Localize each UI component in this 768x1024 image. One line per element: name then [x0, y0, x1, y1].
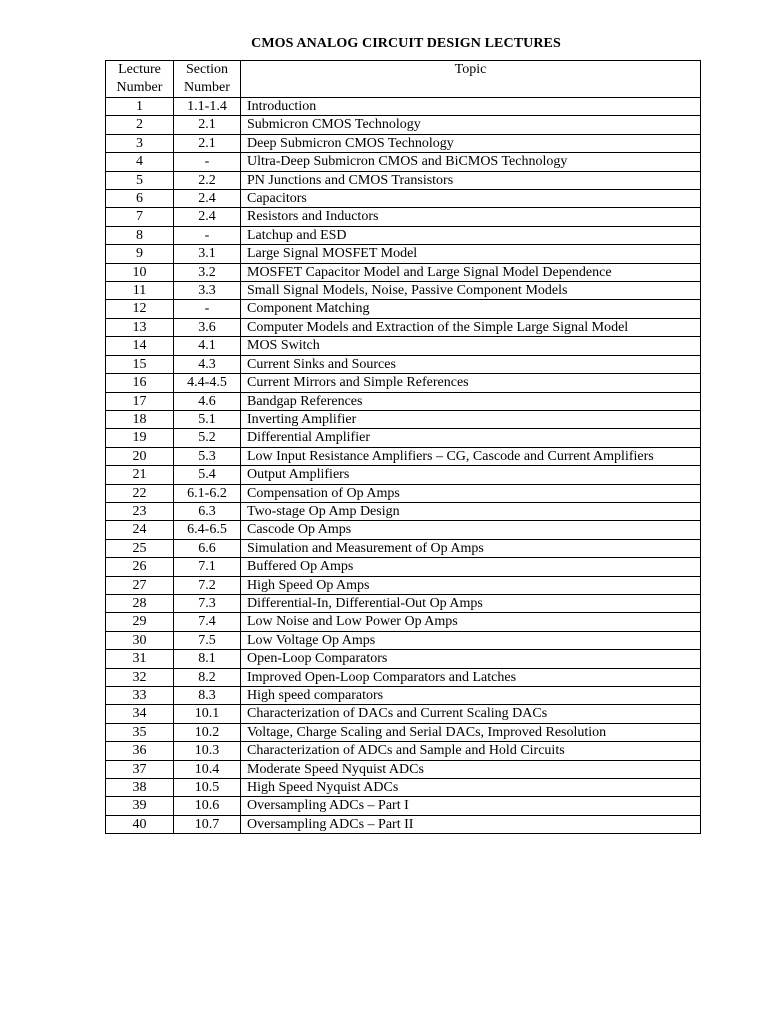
- topic-cell: Current Mirrors and Simple References: [241, 374, 701, 392]
- table-row: [106, 355, 701, 373]
- topic-cell: MOS Switch: [241, 337, 701, 355]
- lecture-number-cell: 5: [106, 171, 174, 189]
- table-row: [106, 484, 701, 502]
- section-number-cell: -: [174, 153, 241, 171]
- lecture-number-cell: 28: [106, 594, 174, 612]
- section-number-cell: 2.2: [174, 171, 241, 189]
- section-number-cell: 6.3: [174, 502, 241, 520]
- topic-cell: Voltage, Charge Scaling and Serial DACs, Improved Resolution: [241, 723, 701, 741]
- topic-cell: Moderate Speed Nyquist ADCs: [241, 760, 701, 778]
- section-number-cell: 4.4-4.5: [174, 374, 241, 392]
- lecture-number-cell: 36: [106, 742, 174, 760]
- section-number-cell: 2.1: [174, 134, 241, 152]
- section-number-cell: 6.6: [174, 539, 241, 557]
- header-lecture-line1: Lecture: [118, 62, 161, 77]
- table-row: [106, 410, 701, 428]
- section-number-cell: 5.2: [174, 429, 241, 447]
- lecture-number-cell: 23: [106, 502, 174, 520]
- section-number-cell: 7.4: [174, 613, 241, 631]
- section-number-cell: 2.1: [174, 116, 241, 134]
- document-title: CMOS ANALOG CIRCUIT DESIGN LECTURES: [251, 36, 561, 51]
- section-number-cell: 8.1: [174, 650, 241, 668]
- table-row: [106, 521, 701, 539]
- table-row: [106, 742, 701, 760]
- section-number-cell: -: [174, 226, 241, 244]
- table-row: [106, 429, 701, 447]
- table-row: [106, 116, 701, 134]
- table-row: [106, 631, 701, 649]
- lecture-number-cell: 32: [106, 668, 174, 686]
- lecture-number-cell: 9: [106, 245, 174, 263]
- lecture-number-cell: 31: [106, 650, 174, 668]
- lecture-number-cell: 6: [106, 190, 174, 208]
- topic-cell: Capacitors: [241, 190, 701, 208]
- lecture-number-cell: 12: [106, 300, 174, 318]
- section-number-cell: 3.3: [174, 282, 241, 300]
- topic-cell: High Speed Op Amps: [241, 576, 701, 594]
- lecture-number-cell: 15: [106, 355, 174, 373]
- lecture-number-cell: 10: [106, 263, 174, 281]
- table-row: [106, 613, 701, 631]
- table-row: [106, 558, 701, 576]
- table-row: [106, 282, 701, 300]
- topic-cell: Large Signal MOSFET Model: [241, 245, 701, 263]
- section-number-cell: 10.4: [174, 760, 241, 778]
- topic-cell: High Speed Nyquist ADCs: [241, 779, 701, 797]
- section-number-cell: 10.5: [174, 779, 241, 797]
- table-row: [106, 245, 701, 263]
- topic-cell: Inverting Amplifier: [241, 410, 701, 428]
- table-row: [106, 760, 701, 778]
- header-section-number: [174, 61, 241, 98]
- table-row: [106, 171, 701, 189]
- section-number-cell: 10.7: [174, 815, 241, 833]
- lecture-number-cell: 21: [106, 466, 174, 484]
- topic-cell: Open-Loop Comparators: [241, 650, 701, 668]
- lecture-number-cell: 34: [106, 705, 174, 723]
- table-row: [106, 300, 701, 318]
- section-number-cell: 10.2: [174, 723, 241, 741]
- table-row: [106, 687, 701, 705]
- header-section-line2: Number: [184, 80, 230, 95]
- section-number-cell: 7.2: [174, 576, 241, 594]
- lecture-number-cell: 29: [106, 613, 174, 631]
- header-section-line1: Section: [186, 62, 228, 77]
- topic-cell: Low Voltage Op Amps: [241, 631, 701, 649]
- section-number-cell: 10.3: [174, 742, 241, 760]
- table-row: [106, 594, 701, 612]
- lecture-number-cell: 11: [106, 282, 174, 300]
- table-row: [106, 98, 701, 116]
- section-number-cell: 5.1: [174, 410, 241, 428]
- table-row: [106, 208, 701, 226]
- section-number-cell: 4.6: [174, 392, 241, 410]
- table-row: [106, 576, 701, 594]
- section-number-cell: 3.2: [174, 263, 241, 281]
- lecture-number-cell: 13: [106, 318, 174, 336]
- lecture-number-cell: 38: [106, 779, 174, 797]
- topic-cell: Submicron CMOS Technology: [241, 116, 701, 134]
- header-topic-label: Topic: [454, 62, 487, 77]
- header-lecture-number: [106, 61, 174, 98]
- lecture-number-cell: 40: [106, 815, 174, 833]
- table-row: [106, 337, 701, 355]
- topic-cell: Computer Models and Extraction of the Simple Large Signal Model: [241, 318, 701, 336]
- topic-cell: Cascode Op Amps: [241, 521, 701, 539]
- lecture-table: [105, 60, 701, 834]
- lecture-number-cell: 18: [106, 410, 174, 428]
- section-number-cell: 7.5: [174, 631, 241, 649]
- table-row: [106, 374, 701, 392]
- table-row: [106, 392, 701, 410]
- table-row: [106, 134, 701, 152]
- lecture-number-cell: 20: [106, 447, 174, 465]
- section-number-cell: 6.1-6.2: [174, 484, 241, 502]
- topic-cell: Simulation and Measurement of Op Amps: [241, 539, 701, 557]
- table-row: [106, 447, 701, 465]
- section-number-cell: 2.4: [174, 208, 241, 226]
- topic-cell: Low Noise and Low Power Op Amps: [241, 613, 701, 631]
- lecture-number-cell: 24: [106, 521, 174, 539]
- topic-cell: Buffered Op Amps: [241, 558, 701, 576]
- lecture-number-cell: 2: [106, 116, 174, 134]
- section-number-cell: -: [174, 300, 241, 318]
- table-row: [106, 502, 701, 520]
- lecture-number-cell: 7: [106, 208, 174, 226]
- topic-cell: Component Matching: [241, 300, 701, 318]
- table-row: [106, 190, 701, 208]
- section-number-cell: 2.4: [174, 190, 241, 208]
- table-row: [106, 668, 701, 686]
- lecture-number-cell: 4: [106, 153, 174, 171]
- topic-cell: Output Amplifiers: [241, 466, 701, 484]
- table-row: [106, 705, 701, 723]
- header-lecture-line2: Number: [116, 80, 163, 95]
- table-row: [106, 226, 701, 244]
- topic-cell: Oversampling ADCs – Part I: [241, 797, 701, 815]
- topic-cell: Introduction: [241, 98, 701, 116]
- lecture-number-cell: 16: [106, 374, 174, 392]
- table-row: [106, 539, 701, 557]
- topic-cell: Characterization of ADCs and Sample and Hold Circuits: [241, 742, 701, 760]
- table-row: [106, 797, 701, 815]
- lecture-number-cell: 8: [106, 226, 174, 244]
- lecture-number-cell: 33: [106, 687, 174, 705]
- topic-cell: Latchup and ESD: [241, 226, 701, 244]
- table-row: [106, 650, 701, 668]
- header-topic: [241, 61, 701, 98]
- topic-cell: Bandgap References: [241, 392, 701, 410]
- lecture-number-cell: 17: [106, 392, 174, 410]
- table-body: [106, 98, 701, 834]
- lecture-number-cell: 37: [106, 760, 174, 778]
- section-number-cell: 4.1: [174, 337, 241, 355]
- section-number-cell: 3.1: [174, 245, 241, 263]
- topic-cell: Two-stage Op Amp Design: [241, 502, 701, 520]
- topic-cell: Compensation of Op Amps: [241, 484, 701, 502]
- topic-cell: PN Junctions and CMOS Transistors: [241, 171, 701, 189]
- topic-cell: Characterization of DACs and Current Scaling DACs: [241, 705, 701, 723]
- section-number-cell: 8.3: [174, 687, 241, 705]
- table-row: [106, 263, 701, 281]
- table-row: [106, 153, 701, 171]
- topic-cell: High speed comparators: [241, 687, 701, 705]
- lecture-number-cell: 39: [106, 797, 174, 815]
- lecture-number-cell: 25: [106, 539, 174, 557]
- table-row: [106, 779, 701, 797]
- section-number-cell: 10.6: [174, 797, 241, 815]
- section-number-cell: 5.4: [174, 466, 241, 484]
- section-number-cell: 1.1-1.4: [174, 98, 241, 116]
- table-row: [106, 815, 701, 833]
- topic-cell: Ultra-Deep Submicron CMOS and BiCMOS Technology: [241, 153, 701, 171]
- topic-cell: Resistors and Inductors: [241, 208, 701, 226]
- topic-cell: Current Sinks and Sources: [241, 355, 701, 373]
- topic-cell: MOSFET Capacitor Model and Large Signal Model Dependence: [241, 263, 701, 281]
- table-row: [106, 318, 701, 336]
- table-header-row: [106, 61, 701, 98]
- section-number-cell: 6.4-6.5: [174, 521, 241, 539]
- table-row: [106, 466, 701, 484]
- section-number-cell: 7.1: [174, 558, 241, 576]
- section-number-cell: 5.3: [174, 447, 241, 465]
- lecture-number-cell: 19: [106, 429, 174, 447]
- lecture-number-cell: 3: [106, 134, 174, 152]
- topic-cell: Deep Submicron CMOS Technology: [241, 134, 701, 152]
- topic-cell: Differential Amplifier: [241, 429, 701, 447]
- lecture-number-cell: 27: [106, 576, 174, 594]
- table-row: [106, 723, 701, 741]
- topic-cell: Oversampling ADCs – Part II: [241, 815, 701, 833]
- topic-cell: Low Input Resistance Amplifiers – CG, Cascode and Current Amplifiers: [241, 447, 701, 465]
- lecture-number-cell: 35: [106, 723, 174, 741]
- lecture-number-cell: 26: [106, 558, 174, 576]
- topic-cell: Improved Open-Loop Comparators and Latches: [241, 668, 701, 686]
- section-number-cell: 3.6: [174, 318, 241, 336]
- lecture-number-cell: 14: [106, 337, 174, 355]
- lecture-number-cell: 1: [106, 98, 174, 116]
- section-number-cell: 7.3: [174, 594, 241, 612]
- topic-cell: Differential-In, Differential-Out Op Amps: [241, 594, 701, 612]
- section-number-cell: 10.1: [174, 705, 241, 723]
- lecture-number-cell: 22: [106, 484, 174, 502]
- topic-cell: Small Signal Models, Noise, Passive Component Models: [241, 282, 701, 300]
- lecture-number-cell: 30: [106, 631, 174, 649]
- section-number-cell: 4.3: [174, 355, 241, 373]
- section-number-cell: 8.2: [174, 668, 241, 686]
